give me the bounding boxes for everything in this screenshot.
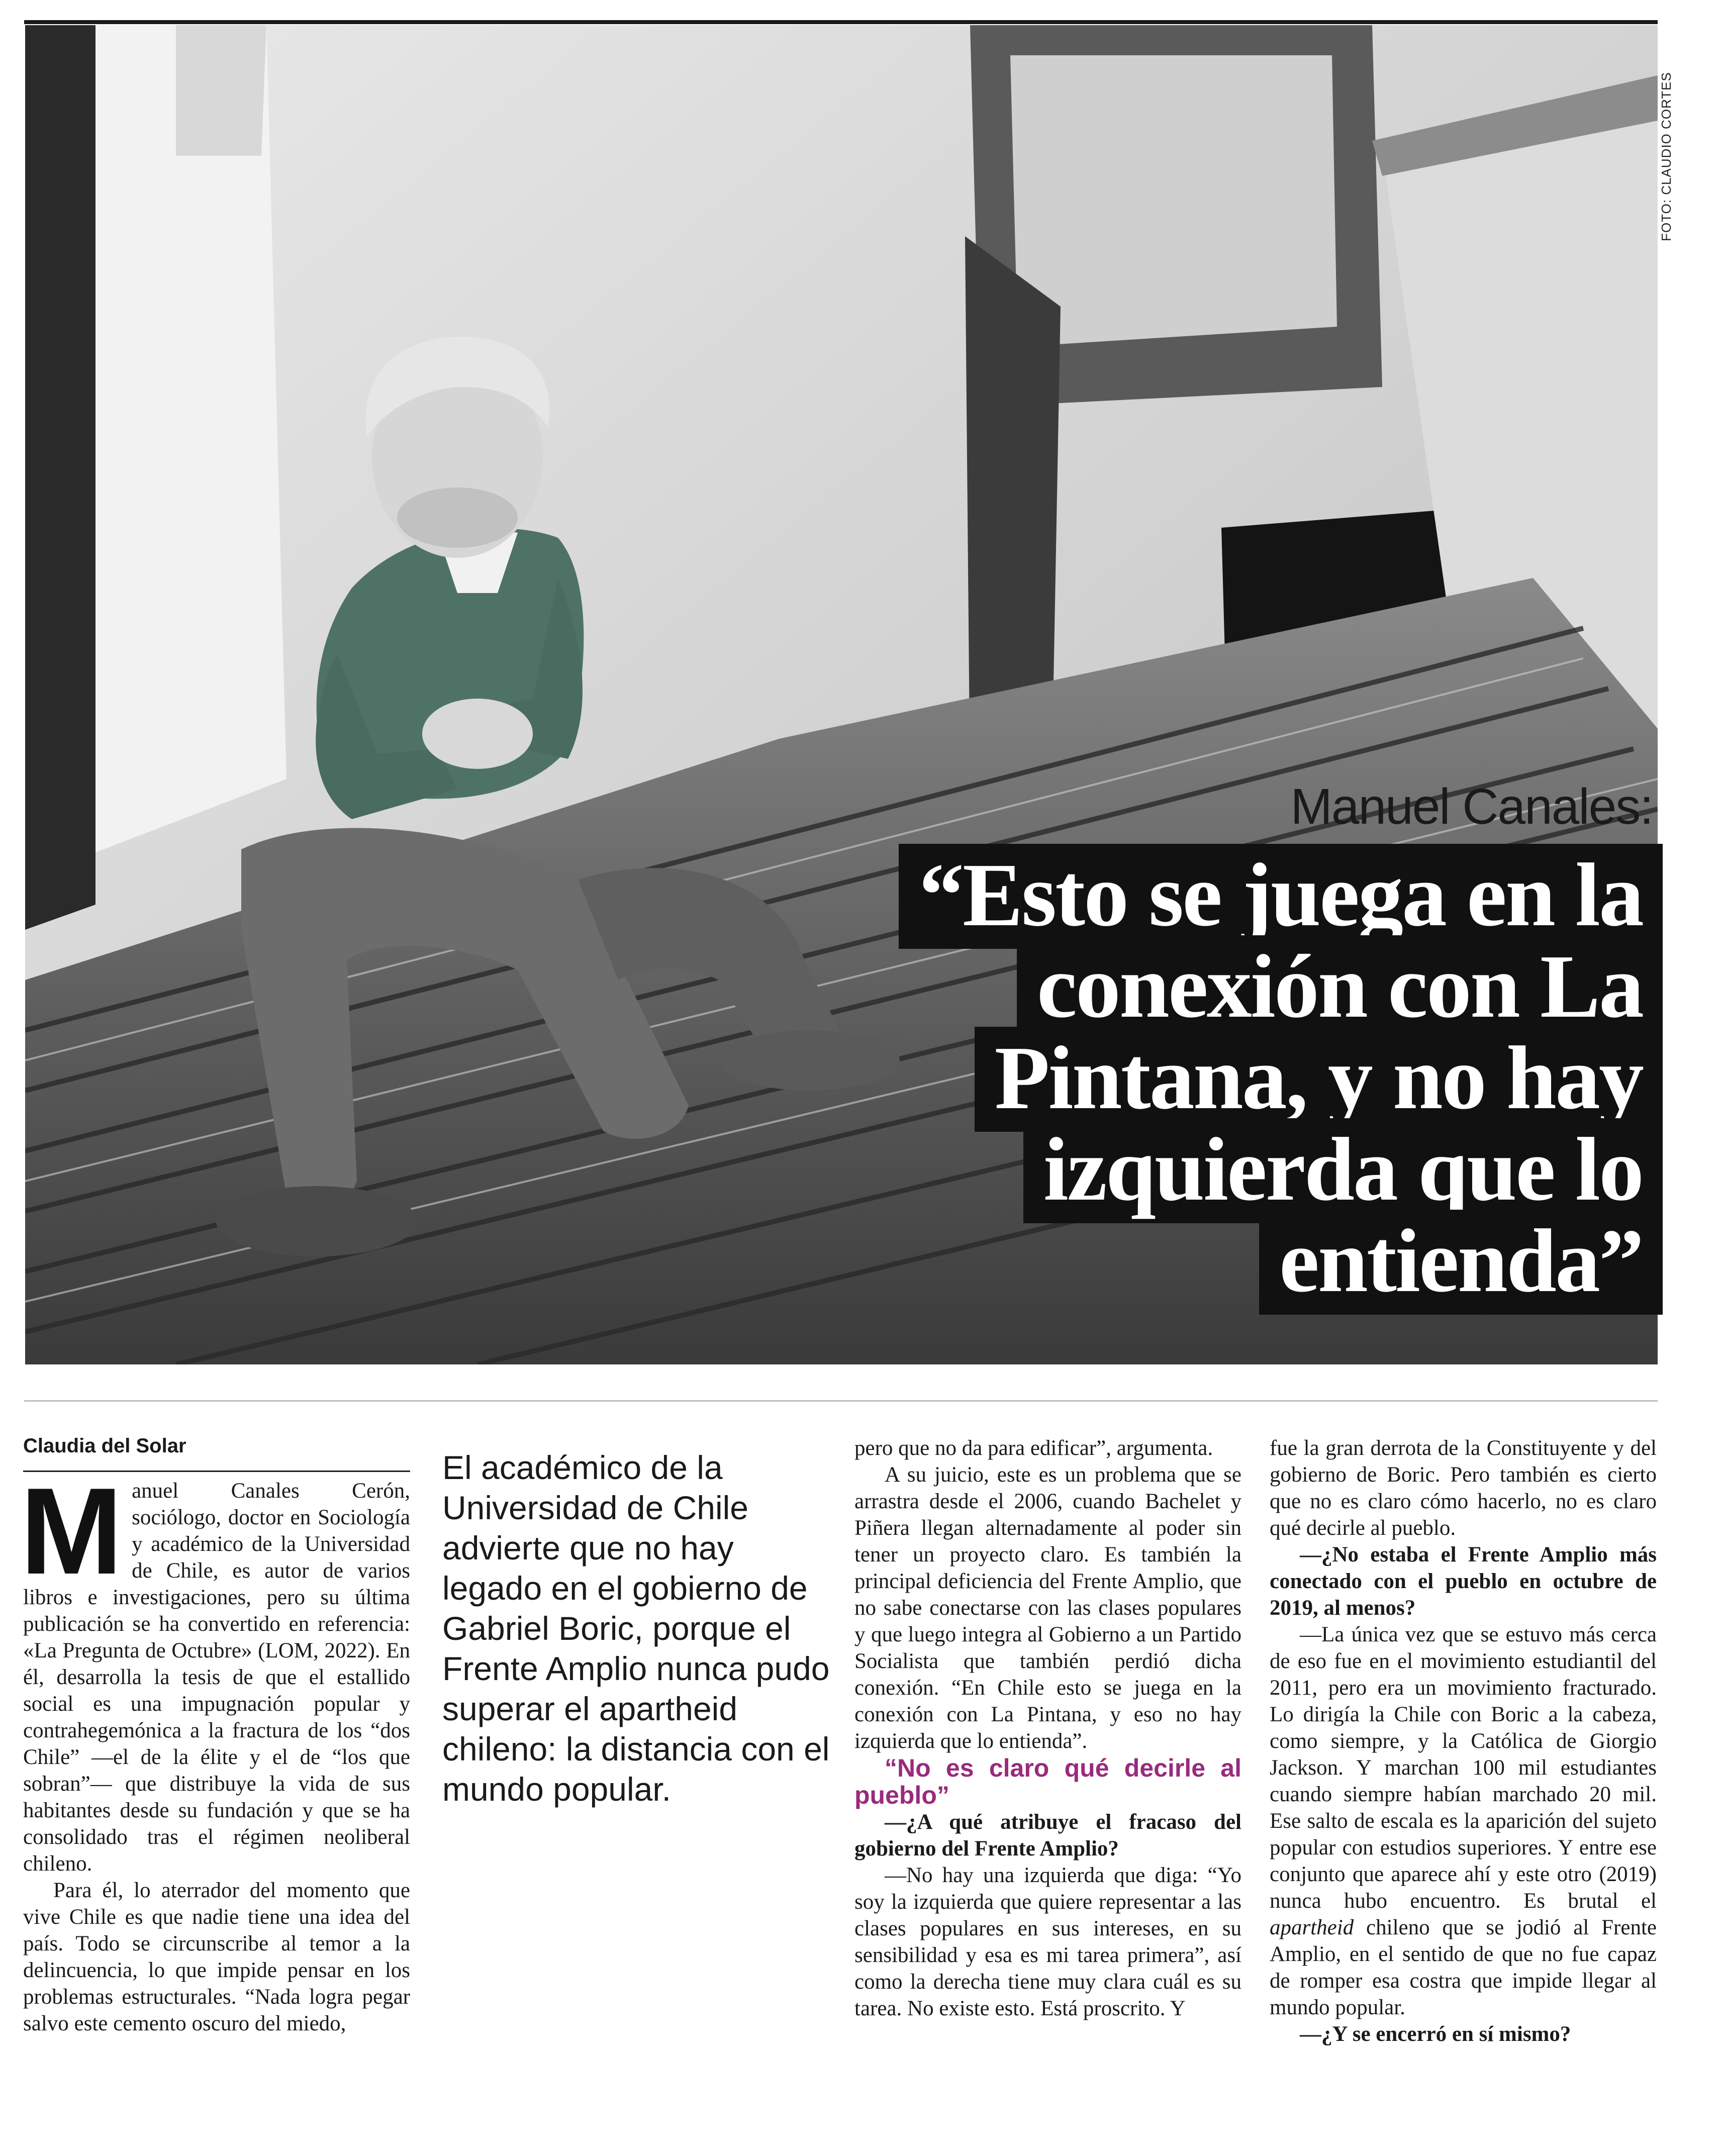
dropcap: M [20, 1462, 123, 1600]
standfirst: El académico de la Universidad de Chile advierte que no hay legado en el gobierno de Gabriel Boric, porque el Frente Amplio nunca pudo superar el apartheid chileno: la distancia con el mundo popular. [442, 1449, 830, 1808]
emphasis: apartheid [1270, 1916, 1354, 1939]
article-column-3 [854, 1435, 1241, 2022]
paragraph: Para él, lo aterrador del momento que vive Chile es que nadie tiene una idea del país. Todo se circunscribe al temor a la delincuencia, lo que impide pensar en los problemas estructurales. “Nada logra pegar salvo este cemento oscuro del miedo, [23, 1879, 410, 2035]
paragraph: fue la gran derrota de la Constituyente y del gobierno de Boric. Pero también es cierto que no es claro cómo hacerlo, no es claro qué decirle al pueblo. [1270, 1436, 1657, 1540]
subheading: “No es claro qué decirle al pueblo” [854, 1754, 1241, 1809]
paragraph-text: anuel Canales Cerón, sociólogo, doctor en Sociología y académico de la Universidad de Chile, es autor de varios libros e investigaciones, pero su última publicación se ha convertido en referencia: «La Pregunta de Octubre» (LOM, 2022). En él, desarrolla la tesis de que el estallido social es una impugnación popular y contrahegemónica a la fractura de los “dos Chile” —el de la élite y el de “los que sobran”— que distribuye la vida de sus habitantes desde su fundación y que se ha consolidado tras el régimen neoliberal chileno. [23, 1479, 410, 1876]
paragraph-text: chileno que se jodió al Frente Amplio, en el sentido de que no fue capaz de romper esa costra que impide llegar al mundo popular. [1270, 1916, 1657, 2019]
paragraph-text: —La única vez que se estuvo más cerca de eso fue en el movimiento estudiantil del 2011, pero era un movimiento fracturado. Lo dirigía la Chile con Boric a la cabeza, como siempre, y la Católica de Giorgio Jackson. Y marchan 100 mil estudiantes cuando siempre habían marchado 20 mil. Ese salto de escala es la aparición del sujeto popular con estudios superiores. Y entre ese conjunto que aparece ahí y este otro (2019) nunca hubo encuentro. Es brutal el [1270, 1623, 1657, 1913]
byline: Claudia del Solar [23, 1435, 410, 1472]
headline [808, 845, 1663, 1311]
photo-credit: FOTO: CLAUDIO CORTES [1659, 72, 1674, 241]
paragraph: —No hay una izquierda que diga: “Yo soy la izquierda que quiere representar a las clases populares en sus intereses, en su sensibilidad y esa es mi tarea primera”, así como la derecha tiene muy clara cuál es su tarea. No existe esto. Está proscrito. Y [854, 1864, 1241, 2020]
paragraph: A su juicio, este es un problema que se arrastra desde el 2006, cuando Bachelet y Piñera llegan alternadamente al poder sin tener un proyecto claro. Es también la principal deficiencia del Frente Amplio, que no sabe conectarse con las clases populares y que luego integra al Gobierno a un Partido Socialista que también perdió dicha conexión. “En Chile esto se juega en la conexión con La Pintana, y eso no hay izquierda que lo entienda”. [854, 1463, 1241, 1753]
interview-question: —¿Y se encerró en sí mismo? [1300, 2022, 1571, 2046]
interview-question: —¿A qué atribuye el fracaso del gobierno del Frente Amplio? [854, 1810, 1241, 1860]
headline-kicker: Manuel Canales: [1290, 778, 1653, 835]
top-rule [24, 20, 1658, 24]
interview-question: —¿No estaba el Frente Amplio más conectado con el pueblo en octubre de 2019, al menos? [1270, 1543, 1657, 1620]
paragraph [20, 1462, 410, 1877]
article-column-1 [20, 1462, 410, 2037]
paragraph [1270, 1621, 1657, 2021]
headline-text: “Esto se juega en la conexión con La Pintana, y no hay izquierda que lo entienda” [899, 844, 1663, 1315]
paragraph: pero que no da para edificar”, argumenta. [854, 1436, 1213, 1460]
section-divider [24, 1400, 1658, 1402]
article-column-4 [1270, 1435, 1657, 2047]
